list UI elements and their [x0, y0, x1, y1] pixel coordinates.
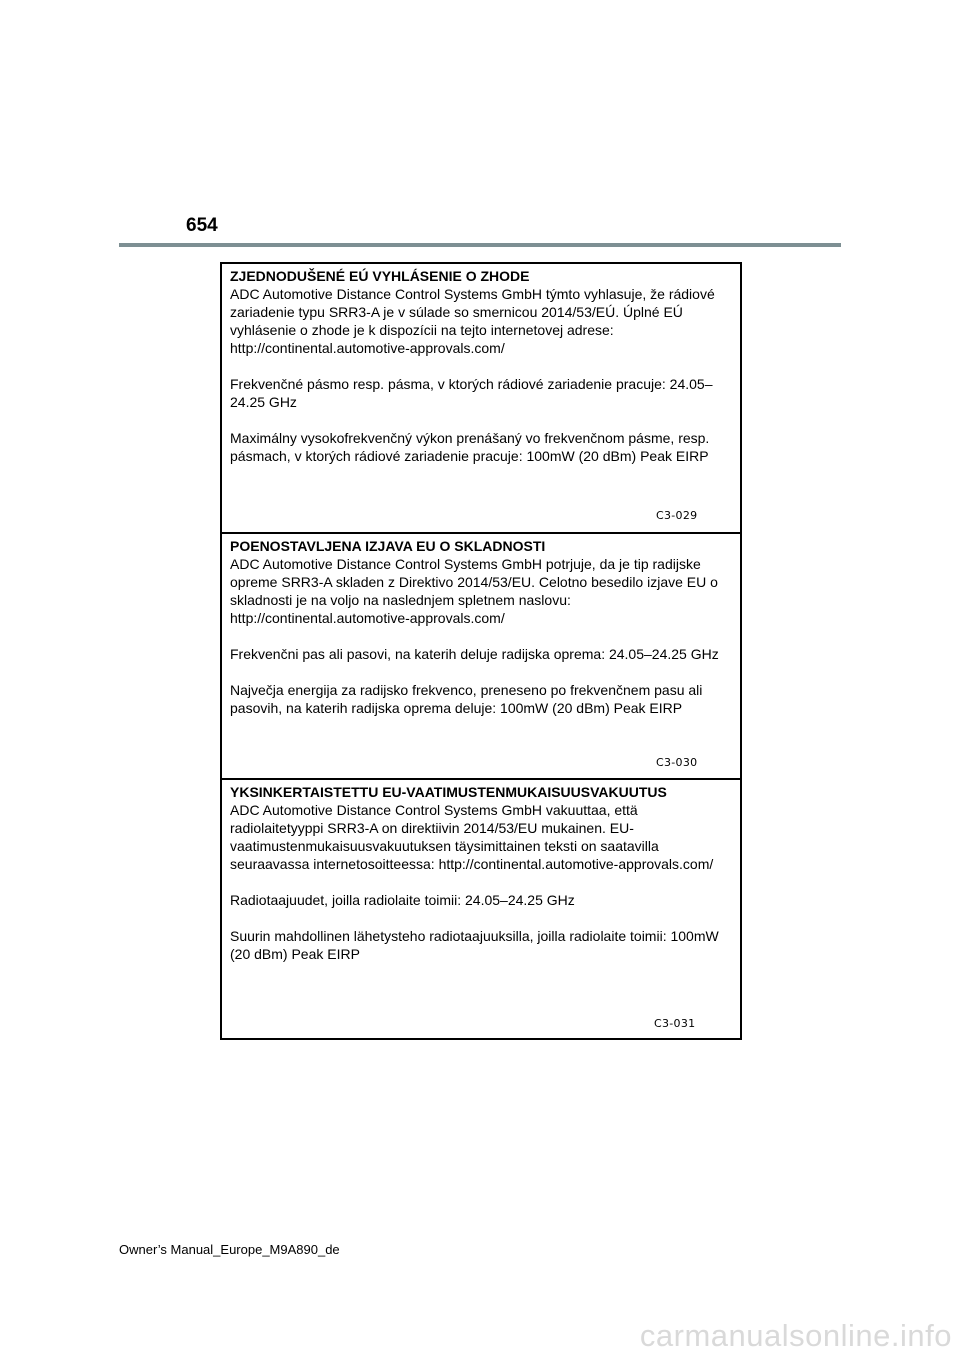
watermark: carmanualsonline.info	[639, 1318, 952, 1353]
section-paragraph: ADC Automotive Distance Control Systems GmbH vakuuttaa, että radiolaitetyyppi SRR3-A on direktiivin 2014/53/EU mukainen. EU-vaatimustenmukaisuusvakuutuksen täysimittainen teksti on saatavilla seuraavassa internetosoitteessa: http://continental.automotive-approvals.com/	[230, 802, 714, 872]
section-paragraph: Radiotaajuudet, joilla radiolaite toimii: 24.05–24.25 GHz	[230, 892, 575, 908]
section-paragraph: ADC Automotive Distance Control Systems GmbH týmto vyhlasuje, že rádiové zariadenie typu SRR3-A je v súlade so smernicou 2014/53/EÚ. Úplné EÚ vyhlásenie o zhode je k dispozícii na tejto internetovej adrese: http://continental.automotive-approvals.com/	[230, 286, 715, 356]
section-paragraph: Maximálny vysokofrekvenčný výkon prenášaný vo frekvenčnom pásme, resp. pásmach, v ktorých rádiové zariadenie pracuje: 100mW (20 dBm) Peak EIRP	[230, 430, 710, 464]
section-heading: POENOSTAVLJENA IZJAVA EU O SKLADNOSTI	[230, 538, 546, 554]
figure-code: C3-030	[656, 756, 698, 769]
page-number: 654	[186, 215, 218, 236]
figure-code: C3-029	[656, 509, 698, 522]
section-paragraph: Suurin mahdollinen lähetysteho radiotaajuuksilla, joilla radiolaite toimii: 100mW (20 dBm) Peak EIRP	[230, 928, 719, 962]
section-text	[230, 267, 730, 465]
section-paragraph: Frekvenčni pas ali pasovi, na katerih deluje radijska oprema: 24.05–24.25 GHz	[230, 646, 719, 662]
figure-code: C3-031	[654, 1017, 696, 1030]
header-rule	[119, 243, 841, 247]
section-paragraph: Frekvenčné pásmo resp. pásma, v ktorých rádiové zariadenie pracuje: 24.05–24.25 GHz	[230, 376, 713, 410]
section-text	[230, 537, 730, 717]
page-footer: Owner’s Manual_Europe_M9A890_de	[119, 1242, 340, 1257]
declaration-box	[220, 262, 742, 1040]
section-heading: ZJEDNODUŠENÉ EÚ VYHLÁSENIE O ZHODE	[230, 268, 530, 284]
section-text	[230, 783, 730, 963]
declaration-section-slovenian	[222, 534, 740, 780]
declaration-section-slovak	[222, 264, 740, 534]
section-paragraph: ADC Automotive Distance Control Systems GmbH potrjuje, da je tip radijske opreme SRR3-A skladen z Direktivo 2014/53/EU. Celotno besedilo izjave EU o skladnosti je na voljo na naslednjem spletnem naslovu: http://continental.automotive-approvals.com/	[230, 556, 718, 626]
section-heading: YKSINKERTAISTETTU EU-VAATIMUSTENMUKAISUUSVAKUUTUS	[230, 784, 667, 800]
declaration-section-finnish	[222, 780, 740, 1038]
section-paragraph: Največja energija za radijsko frekvenco, preneseno po frekvenčnem pasu ali pasovih, na katerih radijska oprema deluje: 100mW (20 dBm) Peak EIRP	[230, 682, 703, 716]
